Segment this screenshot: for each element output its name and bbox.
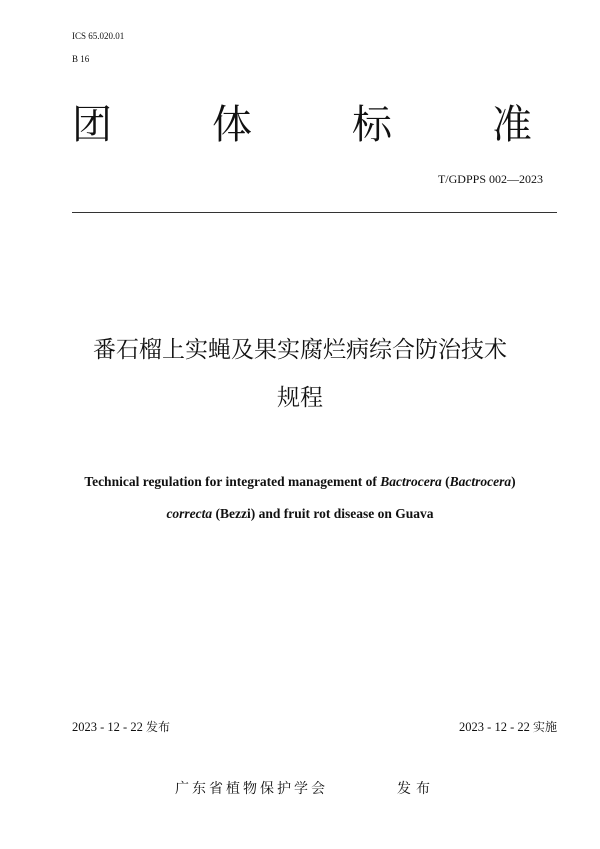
chinese-title-line: 番石榴上实蝇及果实腐烂病综合防治技术 (93, 337, 507, 363)
english-title-line (40, 466, 560, 498)
header-divider (72, 212, 557, 213)
standard-type-char: 团 (72, 101, 112, 148)
ics-code: ICS 65.020.01 (72, 31, 125, 41)
standard-type-char: 体 (212, 101, 252, 148)
english-title (40, 466, 560, 530)
issued-label: 发布 (397, 781, 435, 797)
publish-date-label: 发布 (145, 720, 170, 734)
english-title-text: Technical regulation for integrated management of (84, 474, 381, 489)
chinese-title-line: 规程 (277, 385, 323, 411)
standard-type-char: 准 (492, 101, 532, 148)
implement-date-value: 2023 - 12 - 22 (459, 720, 533, 734)
chinese-title (40, 326, 560, 422)
publish-date-value: 2023 - 12 - 22 (72, 720, 146, 734)
subgenus-name: Bactrocera (449, 474, 512, 489)
ccs-code: B 16 (72, 54, 90, 64)
standard-type-heading (72, 96, 532, 146)
publish-date (72, 718, 170, 735)
english-title-text: ) (511, 474, 516, 489)
implement-date-label: 实施 (532, 720, 557, 734)
species-name: correcta (166, 506, 213, 521)
issuing-organization: 广东省植物保护学会 (175, 781, 328, 797)
standard-type-char: 标 (352, 101, 392, 148)
standard-number: T/GDPPS 002—2023 (437, 172, 543, 186)
english-title-text: ( (441, 474, 450, 489)
implement-date (459, 718, 557, 735)
dates-row (72, 718, 557, 736)
english-title-text: (Bezzi) and fruit rot disease on Guava (212, 506, 434, 521)
genus-name: Bactrocera (380, 474, 442, 489)
english-title-line (40, 498, 560, 530)
